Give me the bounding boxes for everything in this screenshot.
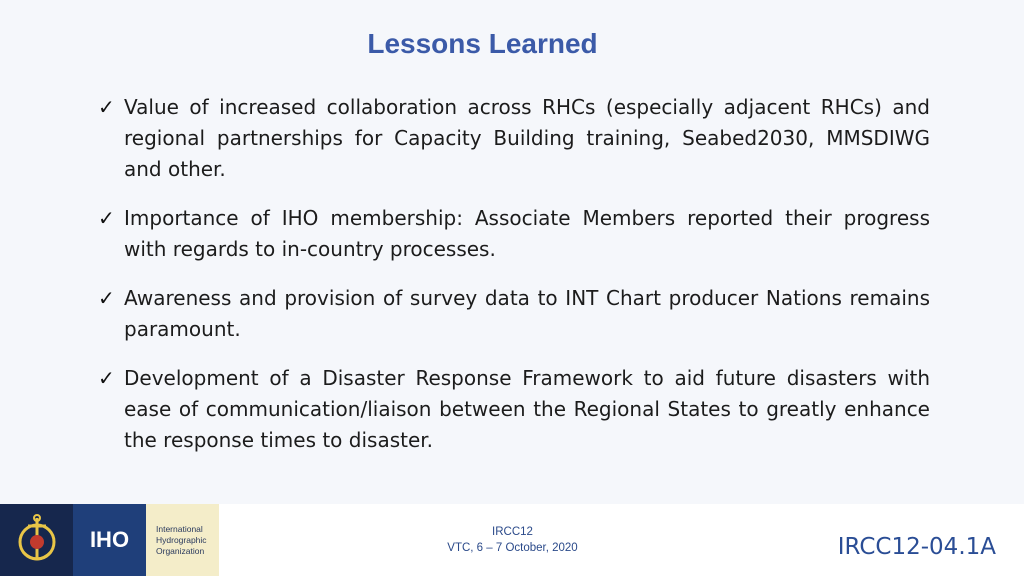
- bullet-text: Value of increased collaboration across RHCs (especially adjacent RHCs) and regional partnerships for Capacity Building training, Seabed2030, MMSDIWG and other.: [124, 95, 930, 181]
- check-icon: ✓: [98, 95, 115, 119]
- check-icon: ✓: [98, 206, 115, 230]
- slide-title: Lessons Learned: [367, 28, 598, 59]
- bullet-item: [98, 203, 930, 265]
- org-name: [146, 504, 219, 576]
- check-icon: ✓: [98, 286, 115, 310]
- slide-footer: [0, 504, 1024, 576]
- iho-logo-text: IHO: [73, 504, 146, 576]
- org-name-line: Organization: [156, 545, 205, 556]
- bullet-text: Development of a Disaster Response Framework to aid future disasters with ease of communication/liaison between the Regional States to greatly enhance the response times to disaster.: [124, 366, 930, 452]
- bullet-item: [98, 92, 930, 185]
- check-icon: ✓: [98, 366, 115, 390]
- bullet-text: Importance of IHO membership: Associate Members reported their progress with regards to in-country processes.: [124, 206, 930, 261]
- anchor-emblem-icon: [0, 504, 73, 576]
- bullet-text: Awareness and provision of survey data to INT Chart producer Nations remains paramount.: [124, 286, 930, 341]
- document-reference: IRCC12-04.1A: [837, 534, 996, 560]
- org-name-line: Hydrographic: [156, 534, 207, 545]
- org-name-line: International: [156, 523, 203, 534]
- bullet-item: [98, 363, 930, 456]
- bullet-list: [98, 92, 930, 474]
- event-date: VTC, 6 – 7 October, 2020: [447, 542, 578, 554]
- anchor-emblem-svg: [13, 512, 61, 568]
- event-name: IRCC12: [492, 526, 533, 538]
- bullet-item: [98, 283, 930, 345]
- event-info: [400, 524, 625, 556]
